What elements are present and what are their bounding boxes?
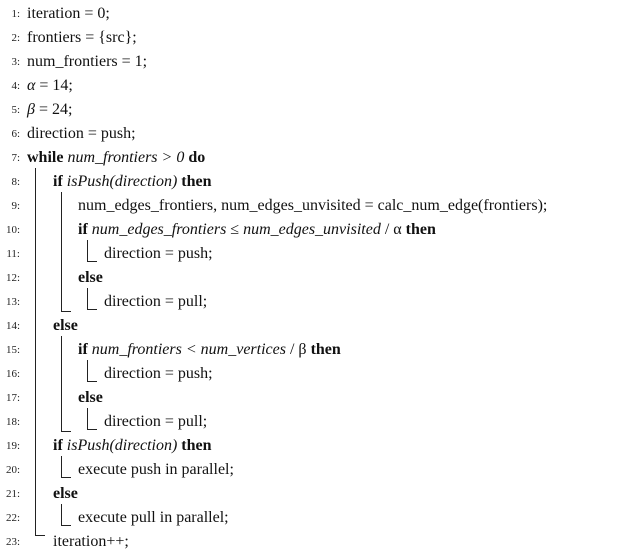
line-number: 8: — [11, 176, 20, 188]
code-line-15 — [78, 340, 341, 359]
code-line-1: iteration = 0; — [27, 5, 110, 22]
code-line-14 — [53, 316, 78, 335]
code-line-19 — [53, 436, 212, 455]
line-number: 16: — [5, 368, 20, 380]
keyword: if — [53, 173, 63, 190]
code-line-18: direction = pull; — [104, 413, 208, 430]
code-text: / α — [380, 221, 406, 238]
code-line-5 — [27, 100, 72, 119]
keyword: else — [53, 317, 78, 334]
code-line-9: num_edges_frontiers, num_edges_unvisited = calc_num_edge(frontiers); — [78, 197, 548, 214]
condition: isPush(direction) — [66, 437, 178, 454]
keyword: while — [27, 149, 64, 166]
keyword: do — [188, 149, 206, 166]
code-line-11: direction = push; — [104, 245, 213, 262]
inner-else-bar — [87, 408, 88, 430]
condition: num_edges_frontiers ≤ num_edges_unvisited — [91, 221, 381, 238]
keyword: then — [310, 341, 341, 358]
keyword: then — [405, 221, 436, 238]
line-number: 23: — [5, 536, 20, 548]
inner-if-foot — [87, 381, 97, 382]
line-number: 14: — [5, 320, 20, 332]
beta-symbol: β — [27, 101, 35, 118]
keyword: if — [53, 437, 63, 454]
code-line-12 — [78, 268, 103, 287]
else-block-foot — [61, 431, 71, 432]
line-number: 20: — [5, 464, 20, 476]
keyword: if — [78, 341, 88, 358]
code-line-2: frontiers = {src}; — [27, 29, 137, 46]
condition: num_frontiers > 0 — [67, 149, 185, 166]
keyword: else — [53, 485, 78, 502]
inner-if-bar — [87, 360, 88, 382]
line-number: 15: — [5, 344, 20, 356]
alpha-symbol: α — [27, 77, 36, 94]
code-line-6: direction = push; — [27, 125, 136, 142]
inner-else-foot — [87, 429, 97, 430]
keyword: then — [181, 173, 212, 190]
while-block-bar — [35, 168, 36, 536]
code-line-16: direction = push; — [104, 365, 213, 382]
line-number: 5: — [11, 104, 20, 116]
else-block-bar — [61, 336, 62, 432]
line-number: 3: — [11, 56, 20, 68]
line-number: 11: — [6, 248, 20, 260]
line-number: 17: — [5, 392, 20, 404]
line-number: 22: — [5, 512, 20, 524]
line-number: 4: — [11, 80, 20, 92]
code-line-4 — [27, 76, 73, 95]
code-line-3: num_frontiers = 1; — [27, 53, 148, 70]
if-block-foot — [61, 477, 71, 478]
line-number: 19: — [5, 440, 20, 452]
inner-else-bar — [87, 288, 88, 310]
if-block-bar — [61, 456, 62, 478]
line-number: 13: — [5, 296, 20, 308]
code-line-20: execute push in parallel; — [78, 461, 234, 478]
line-number: 7: — [11, 152, 20, 164]
code-text: = 14; — [35, 77, 73, 94]
while-block-foot — [35, 535, 45, 536]
code-line-8 — [53, 172, 212, 191]
keyword: else — [78, 389, 103, 406]
if-block-bar — [61, 192, 62, 312]
else-block-bar — [61, 504, 62, 526]
condition: num_frontiers < num_vertices — [91, 341, 286, 358]
code-line-17 — [78, 388, 103, 407]
code-line-23: iteration++; — [53, 533, 129, 550]
condition: isPush(direction) — [66, 173, 178, 190]
keyword: then — [181, 437, 212, 454]
code-line-21 — [53, 484, 78, 503]
if-block-foot — [61, 311, 71, 312]
code-line-22: execute pull in parallel; — [78, 509, 229, 526]
line-number: 1: — [11, 8, 20, 20]
code-text: = 24; — [34, 101, 73, 118]
keyword: if — [78, 221, 88, 238]
line-number: 2: — [11, 32, 20, 44]
code-line-7 — [27, 148, 205, 167]
code-text: / β — [285, 341, 311, 358]
keyword: else — [78, 269, 103, 286]
line-number: 21: — [5, 488, 20, 500]
line-number: 12: — [5, 272, 20, 284]
line-number: 6: — [11, 128, 20, 140]
inner-else-foot — [87, 309, 97, 310]
code-line-13: direction = pull; — [104, 293, 208, 310]
code-line-10 — [78, 220, 436, 239]
else-block-foot — [61, 525, 71, 526]
line-number: 10: — [5, 224, 20, 236]
line-number: 9: — [11, 200, 20, 212]
line-number: 18: — [5, 416, 20, 428]
inner-if-foot — [87, 261, 97, 262]
inner-if-bar — [87, 240, 88, 262]
